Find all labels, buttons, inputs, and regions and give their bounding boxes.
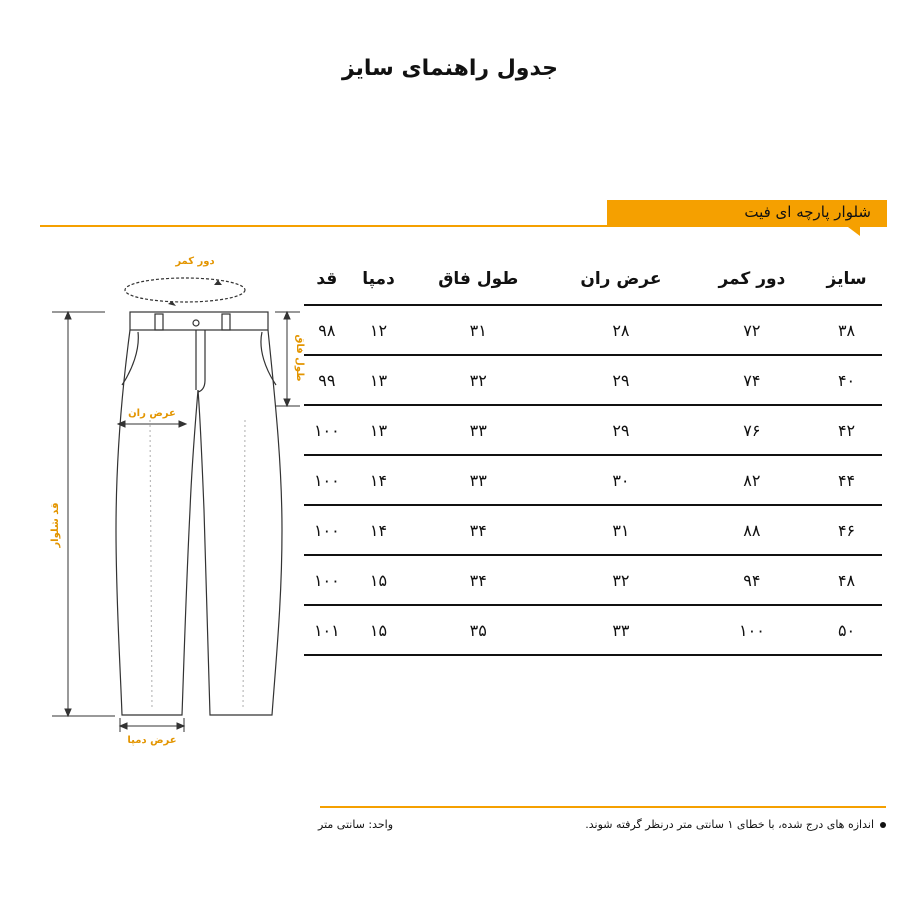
- thigh-measure-icon: [118, 421, 186, 427]
- table-cell: ۳۸: [811, 305, 882, 355]
- table-cell: ۱۰۰: [304, 505, 350, 555]
- table-cell: ۴۰: [811, 355, 882, 405]
- table-cell: ۳۳: [407, 455, 549, 505]
- footer-note: [585, 818, 886, 831]
- header-waist: دور کمر: [693, 254, 811, 305]
- hem-measure-icon: [120, 718, 184, 732]
- footer-note-text: اندازه های درج شده، با خطای ۱ سانتی متر درنظر گرفته شوند.: [585, 818, 874, 831]
- table-cell: ۴۸: [811, 555, 882, 605]
- banner-tab: [848, 227, 860, 236]
- size-table: [304, 254, 882, 656]
- table-cell: ۷۴: [693, 355, 811, 405]
- length-label: قد شلوار: [50, 502, 61, 548]
- pants-outline: [116, 312, 282, 715]
- table-cell: ۳۲: [407, 355, 549, 405]
- table-cell: ۵۰: [811, 605, 882, 655]
- table-cell: ۹۴: [693, 555, 811, 605]
- table-cell: ۳۴: [407, 505, 549, 555]
- unit-label: واحد: سانتی متر: [318, 818, 394, 831]
- table-cell: ۳۵: [407, 605, 549, 655]
- table-cell: ۲۹: [549, 405, 693, 455]
- table-cell: ۸۸: [693, 505, 811, 555]
- table-cell: ۹۸: [304, 305, 350, 355]
- page-title: جدول راهنمای سایز: [341, 56, 559, 81]
- table-row: [304, 505, 882, 555]
- table-cell: ۱۴: [350, 455, 408, 505]
- table-cell: ۱۳: [350, 405, 408, 455]
- table-row: [304, 405, 882, 455]
- pants-diagram: [0, 240, 310, 760]
- table-cell: ۷۶: [693, 405, 811, 455]
- table-cell: ۱۲: [350, 305, 408, 355]
- table-cell: ۴۴: [811, 455, 882, 505]
- footer-divider: [320, 806, 886, 808]
- header-length: قد: [304, 254, 350, 305]
- section-divider: [40, 225, 608, 227]
- table-cell: ۱۰۰: [304, 455, 350, 505]
- table-cell: ۱۳: [350, 355, 408, 405]
- table-cell: ۳۲: [549, 555, 693, 605]
- table-cell: ۳۳: [549, 605, 693, 655]
- product-title-banner: [607, 200, 887, 227]
- thigh-label: عرض ران: [128, 408, 176, 419]
- table-cell: ۱۰۰: [304, 555, 350, 605]
- table-cell: ۱۰۱: [304, 605, 350, 655]
- table-header-row: [304, 254, 882, 305]
- table-row: [304, 355, 882, 405]
- table-cell: ۷۲: [693, 305, 811, 355]
- header-rise: طول فاق: [407, 254, 549, 305]
- table-cell: ۹۹: [304, 355, 350, 405]
- hem-label: عرض دمپا: [127, 735, 177, 746]
- table-cell: ۳۴: [407, 555, 549, 605]
- table-row: [304, 555, 882, 605]
- bullet-icon: [880, 822, 886, 828]
- table-cell: ۲۹: [549, 355, 693, 405]
- table-cell: ۱۵: [350, 605, 408, 655]
- waist-measure-icon: [125, 278, 245, 306]
- waist-label: دور کمر: [175, 256, 215, 267]
- header-hem: دمپا: [350, 254, 408, 305]
- table-cell: ۸۲: [693, 455, 811, 505]
- table-cell: ۳۳: [407, 405, 549, 455]
- table-cell: ۴۲: [811, 405, 882, 455]
- product-title: شلوار پارچه ای فیت: [744, 203, 871, 221]
- header-size: سایز: [811, 254, 882, 305]
- rise-label: طول فاق: [294, 334, 305, 382]
- length-measure-icon: [52, 312, 115, 716]
- table-cell: ۱۰۰: [304, 405, 350, 455]
- table-cell: ۳۱: [407, 305, 549, 355]
- table-cell: ۱۴: [350, 505, 408, 555]
- table-cell: ۱۰۰: [693, 605, 811, 655]
- table-row: [304, 305, 882, 355]
- table-cell: ۴۶: [811, 505, 882, 555]
- header-thigh: عرض ران: [549, 254, 693, 305]
- table-row: [304, 605, 882, 655]
- table-cell: ۲۸: [549, 305, 693, 355]
- table-cell: ۳۰: [549, 455, 693, 505]
- table-row: [304, 455, 882, 505]
- table-cell: ۳۱: [549, 505, 693, 555]
- table-cell: ۱۵: [350, 555, 408, 605]
